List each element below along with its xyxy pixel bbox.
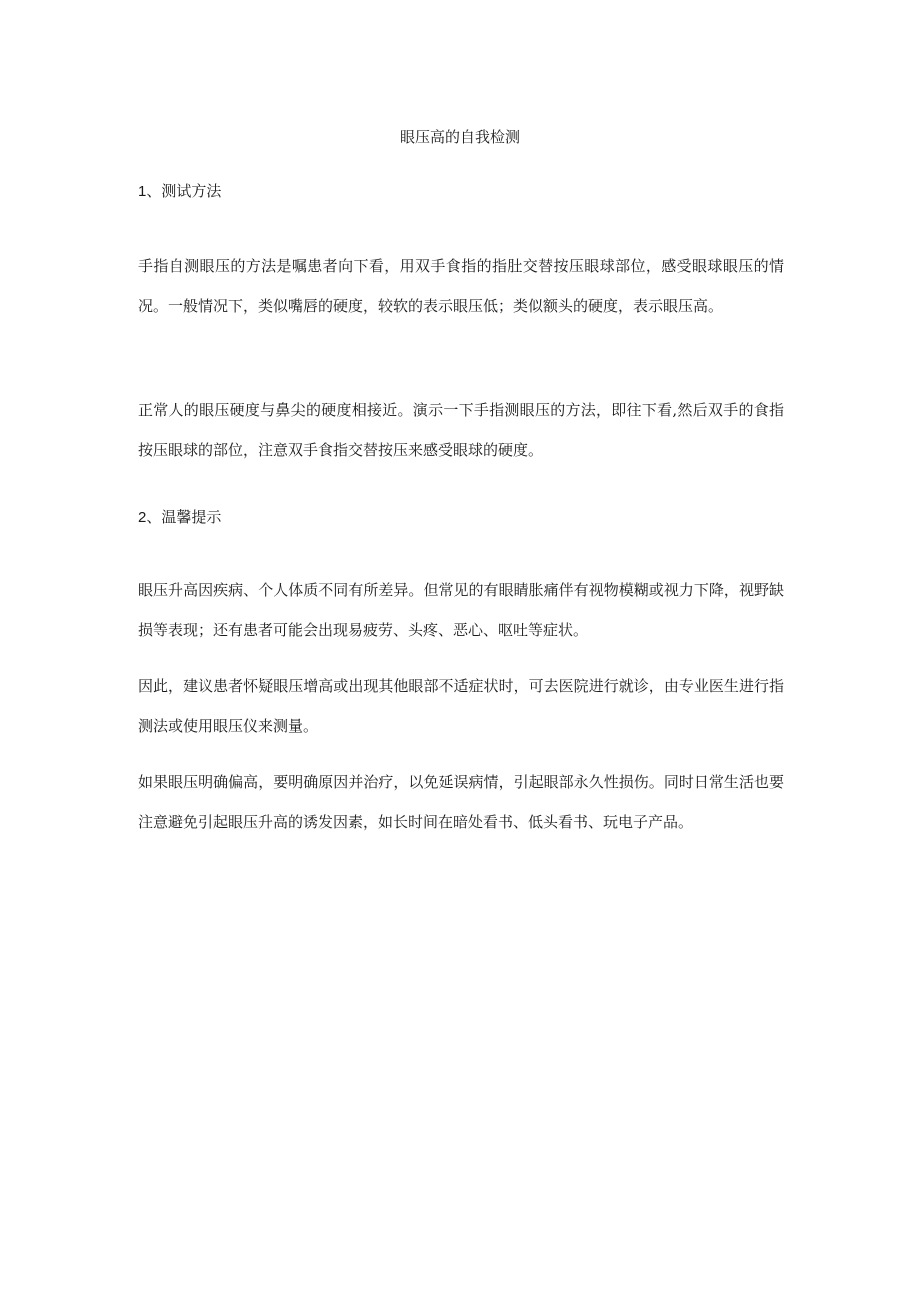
section-heading-text: 、测试方法	[146, 182, 222, 200]
section-number: 2	[138, 509, 147, 526]
section-heading-text: 、温馨提示	[146, 508, 222, 526]
section-heading-test-method	[138, 180, 221, 203]
section-heading-tips	[138, 506, 221, 529]
paragraph: 因此，建议患者怀疑眼压增高或出现其他眼部不适症状时，可去医院进行就诊，由专业医生进行指测法或使用眼压仪来测量。	[138, 677, 784, 735]
paragraph: 如果眼压明确偏高，要明确原因并治疗，以免延误病情，引起眼部永久性损伤。同时日常生活也要注意避免引起眼压升高的诱发因素，如长时间在暗处看书、低头看书、玩电子产品。	[138, 773, 784, 831]
paragraph: 正常人的眼压硬度与鼻尖的硬度相接近。演示一下手指测眼压的方法，即往下看,然后双手的食指按压眼球的部位，注意双手食指交替按压来感受眼球的硬度。	[138, 401, 784, 459]
paragraph: 眼压升高因疾病、个人体质不同有所差异。但常见的有眼睛胀痛伴有视物模糊或视力下降，视野缺损等表现；还有患者可能会出现易疲劳、头疼、恶心、呕吐等症状。	[138, 581, 784, 639]
section-number: 1	[138, 183, 147, 200]
document-title: 眼压高的自我检测	[399, 128, 520, 146]
paragraph: 手指自测眼压的方法是嘱患者向下看，用双手食指的指肚交替按压眼球部位，感受眼球眼压的情况。一般情况下，类似嘴唇的硬度，较软的表示眼压低；类似额头的硬度，表示眼压高。	[138, 257, 784, 315]
